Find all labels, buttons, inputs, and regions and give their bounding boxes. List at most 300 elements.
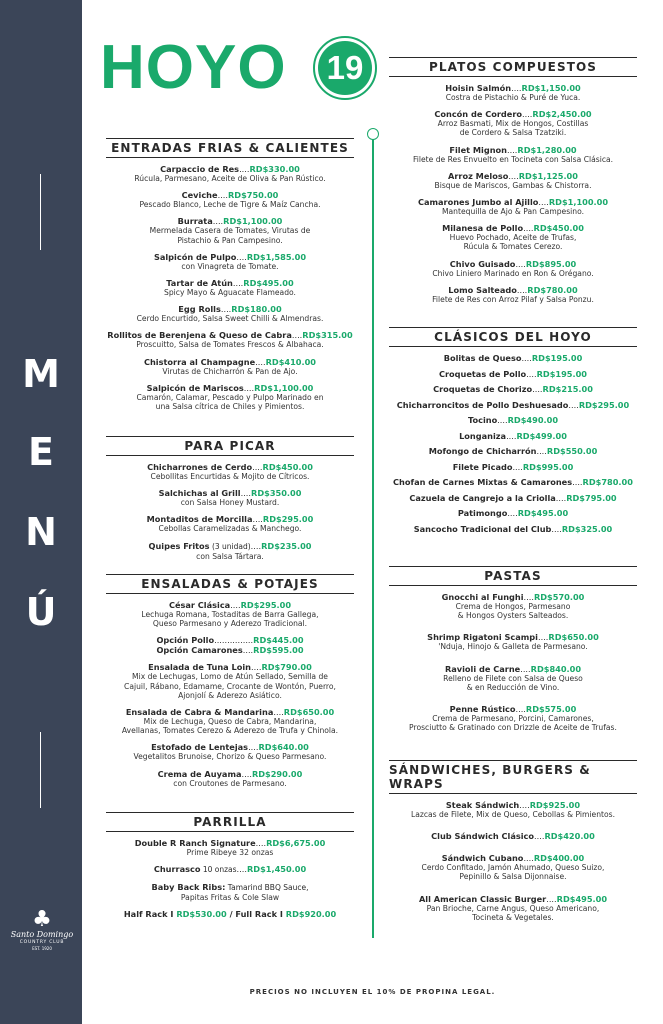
sidebar-line-top (40, 174, 41, 250)
item-description: Pan Brioche, Carne Angus, Queso Americano, (426, 903, 600, 913)
item-line (100, 330, 360, 340)
item-line (100, 541, 360, 552)
item-description: Pescado Blanco, Leche de Tigre & Maíz Cancha. (139, 200, 321, 210)
item-line (100, 635, 360, 645)
item-dots: .... (521, 353, 532, 363)
item-price: RD$235.00 (261, 540, 312, 551)
item-price: RD$490.00 (507, 415, 559, 425)
item-name: Burrata (177, 216, 213, 227)
item-description: con Salsa Tártara. (196, 551, 264, 561)
item-dots: .... (248, 742, 259, 753)
menu-item (383, 800, 643, 819)
item-dots: .... (532, 384, 543, 394)
menu-item (100, 707, 360, 735)
item-price: RD$550.00 (546, 446, 598, 456)
logo-est: EST. 1920 (32, 946, 52, 951)
item-dots: .... (232, 278, 244, 289)
item-price: RD$215.00 (542, 384, 593, 394)
item-description: Avellanas, Tomates Cerezo & Aderezo de Trufa y Chinola. (121, 726, 339, 736)
menu-item (100, 278, 360, 297)
item-price: RD$650.00 (283, 707, 335, 718)
item-dots: .... (251, 662, 262, 673)
item-description: Crema de Parmesano, Porcini, Camarones, (432, 714, 594, 724)
item-description: Bisque de Mariscos, Gambas & Chistorra. (434, 180, 592, 190)
item-name: Patimongo (457, 508, 508, 518)
item-description: Lechuga Romana, Tostaditas de Barra Gallega, (141, 610, 319, 619)
item-line (383, 259, 643, 269)
item-price: RD$650.00 (548, 632, 599, 643)
item-price: RD$750.00 (227, 190, 279, 201)
item-line (383, 446, 643, 456)
item-description: Camarón, Calamar, Pescado y Pulpo Marinado en (136, 392, 324, 402)
item-name: Opción Camarones (156, 645, 243, 656)
menu-section (100, 812, 360, 926)
item-dots: .... (522, 109, 533, 120)
item-line (100, 600, 360, 610)
item-line (100, 252, 360, 262)
brand-number: 19 (318, 41, 372, 95)
item-dots: .... (255, 838, 267, 848)
item-line (383, 800, 643, 810)
menu-item (383, 462, 643, 472)
item-price: RD$420.00 (544, 831, 595, 842)
item-price: RD$180.00 (231, 304, 282, 315)
item-description: Prime Ribeye 32 onzas (186, 848, 274, 857)
item-dots: .... (212, 216, 224, 227)
item-dots: .... (523, 853, 534, 864)
item-line (100, 882, 360, 893)
item-name: Opción Pollo (156, 635, 215, 646)
item-name: Carpaccio de Res (160, 164, 240, 174)
item-line (383, 704, 643, 714)
item-description: Vegetalitos Brunoise, Chorizo & Queso Parmesano. (133, 752, 327, 762)
item-description: una Salsa cítrica de Chiles y Pimientos. (155, 402, 305, 412)
item-dots: .... (239, 164, 250, 174)
item-dots: .... (537, 632, 549, 643)
item-price: RD$445.00 (253, 635, 304, 646)
menu-item (100, 383, 360, 411)
item-name: All American Classic Burger (418, 893, 547, 904)
item-line (100, 864, 360, 875)
item-description: de Cordero & Salsa Tzatziki. (459, 128, 567, 138)
item-description: Ajonjolí & Aderezo Asiático. (178, 690, 282, 700)
item-price: RD$995.00 (522, 461, 574, 472)
menu-section (383, 327, 643, 539)
item-line (383, 853, 643, 863)
item-line (100, 662, 360, 672)
item-price: RD$315.00 (302, 330, 353, 341)
item-dots: .... (515, 258, 526, 269)
item-name: Ceviche (181, 190, 218, 201)
section-header (389, 57, 637, 77)
item-price: RD$295.00 (578, 399, 630, 410)
item-line (383, 493, 643, 503)
item-name: Croquetas de Pollo (438, 368, 527, 379)
item-name: Cazuela de Cangrejo a la Criolla (409, 492, 556, 503)
item-name: Rollitos de Berenjena & Queso de Cabra (107, 330, 292, 341)
item-price: RD$295.00 (240, 600, 292, 610)
item-dots: .... (536, 446, 547, 456)
item-line (100, 304, 360, 314)
item-price: RD$499.00 (516, 430, 567, 441)
menu-item (383, 524, 643, 534)
item-note: (3 unidad) (209, 541, 251, 551)
item-name: Steak Sándwich (445, 800, 520, 810)
menu-item (100, 864, 360, 875)
item-description: Mix de Lechugas, Lomo de Atún Sellado, Semilla de (132, 672, 328, 682)
menu-item (100, 514, 360, 533)
item-name: Penne Rústico (449, 704, 516, 715)
item-line (100, 488, 360, 498)
item-price: RD$1,100.00 (548, 197, 609, 208)
item-line (383, 285, 643, 295)
item-name: Milanesa de Pollo (442, 223, 524, 234)
item-price: RD$450.00 (262, 462, 313, 472)
menu-section (383, 760, 643, 934)
menu-item (383, 592, 643, 620)
item-name: Salpicón de Pulpo (153, 251, 237, 262)
menu-item (383, 109, 643, 137)
section-title: CLÁSICOS DEL HOYO (434, 330, 592, 344)
item-line (100, 164, 360, 174)
item-dots: .... (273, 707, 284, 718)
item-dots: .... (526, 368, 537, 379)
item-line (383, 592, 643, 602)
menu-section (100, 574, 360, 795)
brand-badge (313, 36, 377, 100)
item-price: RD$780.00 (582, 477, 633, 487)
footer-note: PRECIOS NO INCLUYEN EL 10% DE PROPINA LEGAL. (249, 988, 496, 996)
item-line (383, 353, 643, 363)
item-dots: .... (243, 382, 255, 393)
item-name: Lomo Salteado (448, 284, 517, 295)
item-description: Cajuil, Rábano, Edamame, Crocante de Wontón, Puerro, (124, 681, 336, 691)
menu-item (100, 635, 360, 655)
item-price: RD$1,585.00 (246, 251, 307, 262)
menu-item (100, 164, 360, 183)
item-name: Churrasco (153, 864, 201, 875)
menu-item (100, 357, 360, 376)
item-dots: .... (236, 864, 247, 875)
menu-item (100, 838, 360, 857)
item-description: con Vinagreta de Tomate. (181, 261, 279, 271)
sidebar-line-bottom (40, 732, 41, 808)
item-line (383, 431, 643, 441)
item-name: Chivo Guisado (449, 258, 516, 269)
menu-item (100, 742, 360, 761)
item-description: Mix de Lechuga, Queso de Cabra, Mandarina, (143, 717, 317, 727)
item-description: Cebollitas Encurtidas & Mojito de Cítricos. (150, 472, 310, 481)
item-description: Chivo Liniero Marinado en Ron & Orégano. (432, 268, 594, 278)
item-name: Sándwich Cubano (441, 853, 524, 864)
item-note: 10 onzas (200, 865, 237, 875)
item-line (383, 508, 643, 518)
item-dots: .... (520, 663, 531, 674)
item-name: Shrimp Rigatoni Scampi (427, 632, 538, 643)
item-name: Longaniza (459, 430, 507, 441)
menu-item (383, 853, 643, 881)
menu-section (383, 57, 643, 311)
item-dots: .... (551, 523, 562, 534)
item-line (383, 223, 643, 233)
item-name: Club Sándwich Clásico (431, 831, 535, 842)
club-logo (6, 907, 78, 951)
menu-item (383, 259, 643, 278)
menu-item (383, 223, 643, 251)
item-dots: .... (523, 592, 534, 602)
item-line (100, 707, 360, 717)
item-price: RD$925.00 (529, 800, 581, 810)
item-dots: .... (252, 514, 263, 525)
item-name: Arroz Meloso (448, 170, 509, 181)
item-name: Chicharroncitos de Pollo Deshuesado (396, 399, 569, 410)
section-header (106, 138, 354, 158)
logo-script: Santo Domingo (10, 930, 74, 939)
item-name: Ensalada de Cabra & Mandarina (125, 707, 274, 718)
item-price: RD$570.00 (533, 592, 585, 602)
logo-subtitle: COUNTRY CLUB (19, 940, 65, 945)
item-name: Ensalada de Tuna Loin (148, 662, 252, 673)
item-dots: .... (523, 223, 534, 234)
menu-item (383, 285, 643, 304)
golf-ball-icon (367, 128, 379, 140)
item-line (383, 400, 643, 410)
item-price: RD$325.00 (561, 523, 613, 534)
item-line (100, 357, 360, 367)
item-line (100, 462, 360, 472)
item-price: RD$350.00 (251, 488, 302, 499)
menu-section (383, 566, 643, 744)
item-line (100, 909, 360, 919)
item-price: RD$1,100.00 (223, 216, 283, 227)
section-header (106, 812, 354, 832)
item-dots: .... (519, 800, 530, 810)
item-line (383, 369, 643, 379)
item-line (383, 524, 643, 534)
menu-item (383, 477, 643, 487)
item-name: Crema de Auyama (157, 768, 242, 779)
item-price: RD$575.00 (525, 704, 577, 715)
menu-item (383, 508, 643, 518)
section-title: ENTRADAS FRIAS & CALIENTES (111, 141, 349, 155)
item-note: Tamarind BBQ Sauce, (225, 883, 309, 893)
item-description: Lazcas de Filete, Mix de Queso, Cebollas & Pimientos. (410, 810, 616, 819)
item-name: Bolitas de Queso (443, 353, 522, 363)
item-description: Rúcula & Tomates Cerezo. (463, 242, 563, 252)
section-header (389, 327, 637, 347)
item-name: Concón de Cordero (434, 109, 522, 120)
item-name: Baby Back Ribs: (151, 882, 226, 893)
item-description: Prosciutto & Gratinado con Drizzle de Aceite de Trufas. (409, 723, 617, 733)
item-name: Tocino (467, 415, 498, 425)
item-name: Chofan de Carnes Mixtas & Camarones (393, 477, 573, 487)
item-dots: .... (241, 768, 252, 779)
item-price: RD$1,100.00 (254, 382, 314, 393)
item-price: RD$290.00 (251, 768, 303, 779)
item-description: 'Nduja, Hinojo & Galleta de Parmesano. (438, 642, 588, 652)
menu-letter: E (28, 430, 54, 474)
item-name: Tartar de Atún (166, 278, 233, 289)
item-dots: .... (507, 144, 518, 155)
menu-item (383, 664, 643, 692)
item-description: Virutas de Chicharrón & Pan de Ajo. (162, 366, 298, 376)
item-line (100, 838, 360, 848)
item-price: RD$495.00 (243, 278, 294, 289)
item-description: con Salsa Honey Mustard. (180, 498, 280, 508)
item-dots: .... (555, 492, 567, 503)
menu-letter: N (25, 510, 57, 554)
item-dots: ............... (214, 635, 254, 646)
item-description: Huevo Pochado, Aceite de Trufas, (449, 233, 577, 243)
item-price: RD$530.00 (176, 909, 227, 920)
item-description: & en Reducción de Vino. (466, 682, 560, 692)
item-description: Pepinillo & Salsa Dijonnaise. (459, 872, 567, 882)
item-line (100, 216, 360, 226)
item-price: RD$1,280.00 (517, 144, 577, 155)
menu-section (100, 436, 360, 568)
section-title: SÁNDWICHES, BURGERS & WRAPS (389, 763, 591, 791)
menu-item (383, 171, 643, 190)
menu-item (100, 304, 360, 323)
menu-item (383, 369, 643, 379)
item-name: Estofado de Lentejas (151, 742, 249, 753)
menu-letter: M (22, 352, 60, 396)
item-line (383, 145, 643, 155)
item-name: Mofongo de Chicharrón (428, 446, 537, 456)
item-price: RD$1,150.00 (521, 83, 581, 93)
section-header (389, 566, 637, 586)
item-name: Gnocchi al Funghi (441, 592, 524, 602)
item-price: RD$495.00 (517, 508, 569, 518)
item-price: RD$195.00 (531, 353, 583, 363)
menu-item (383, 197, 643, 216)
item-name: Filet Mignon (449, 144, 507, 155)
section-title: PLATOS COMPUESTOS (428, 60, 598, 74)
item-dots: .... (572, 477, 583, 487)
item-dots: .... (217, 190, 228, 201)
item-description: Filete de Res Envuelto en Tocineta con Salsa Clásica. (412, 154, 614, 164)
item-dots: .... (534, 831, 545, 842)
item-line (383, 632, 643, 642)
menu-item (100, 541, 360, 561)
item-dots: .... (252, 462, 263, 472)
brand-word: HOYO (100, 33, 287, 102)
item-description: Queso Parmesano y Aderezo Tradicional. (152, 619, 308, 629)
item-dots: .... (546, 893, 557, 904)
item-name: Quipes Fritos (148, 540, 210, 551)
item-dots: .... (230, 600, 241, 610)
item-price: RD$1,450.00 (246, 864, 307, 875)
item-line (100, 514, 360, 524)
item-name: Chistorra al Champagne (143, 356, 256, 367)
item-name: César Clásica (168, 600, 231, 610)
item-tail: / Full Rack I (226, 909, 286, 920)
item-price: RD$895.00 (525, 258, 577, 269)
item-price: RD$595.00 (253, 645, 304, 656)
item-description: Cerdo Confitado, Jamón Ahumado, Queso Suizo, (421, 863, 605, 873)
item-price: RD$640.00 (258, 742, 309, 753)
sidebar (0, 0, 82, 1024)
item-description: con Croutones de Parmesano. (173, 778, 287, 788)
item-line (100, 278, 360, 288)
item-line (383, 831, 643, 841)
item-price: RD$840.00 (530, 663, 582, 674)
item-price: RD$400.00 (533, 853, 585, 864)
menu-item (383, 83, 643, 102)
item-dots: .... (538, 197, 549, 208)
item-name: Croquetas de Chorizo (433, 384, 533, 394)
item-line (383, 384, 643, 394)
item-name: Hoisin Salmón (445, 83, 512, 93)
menu-item (100, 909, 360, 919)
item-line (100, 383, 360, 393)
item-price: RD$920.00 (285, 909, 337, 920)
item-description: & Hongos Oysters Salteados. (457, 611, 569, 621)
item-price: RD$6,675.00 (266, 838, 326, 848)
item-description: Proscuitto, Salsa de Tomates Frescos & Albahaca. (136, 340, 324, 350)
section-title: PASTAS (484, 569, 542, 583)
menu-item (100, 462, 360, 481)
item-dots: .... (291, 330, 303, 341)
item-description: Rúcula, Parmesano, Aceite de Oliva & Pan Rústico. (134, 174, 326, 183)
item-description: Mermelada Casera de Tomates, Virutas de (149, 226, 311, 236)
item-description: Cebollas Caramelizadas & Manchego. (158, 524, 302, 534)
menu-item (100, 600, 360, 628)
menu-item (100, 882, 360, 902)
item-dots: .... (508, 170, 519, 181)
menu-item (383, 632, 643, 651)
item-line (383, 83, 643, 93)
item-dots: .... (516, 284, 528, 295)
item-name: Half Rack I (123, 909, 177, 920)
item-description: Costra de Pistachio & Puré de Yuca. (445, 93, 581, 102)
item-line (383, 477, 643, 487)
item-name: Sancocho Tradicional del Club (413, 523, 552, 534)
item-price: RD$1,125.00 (518, 170, 578, 181)
item-dots: .... (220, 304, 232, 315)
item-dots: .... (236, 251, 247, 262)
item-price: RD$780.00 (527, 284, 578, 295)
menu-item (383, 493, 643, 503)
item-name: Chicharrones de Cerdo (147, 462, 253, 472)
menu-item (383, 400, 643, 410)
item-price: RD$295.00 (262, 514, 314, 525)
item-name: Double R Ranch Signature (134, 838, 256, 848)
item-dots: .... (568, 399, 579, 410)
item-price: RD$450.00 (533, 223, 584, 234)
menu-item (383, 384, 643, 394)
item-price: RD$790.00 (261, 662, 312, 673)
item-dots: .... (507, 508, 518, 518)
item-price: RD$195.00 (536, 368, 588, 379)
palm-tree-icon: ♣ (32, 907, 52, 932)
item-description: Spicy Mayo & Aguacate Flameado. (164, 288, 296, 298)
item-description: Papitas Fritas & Cole Slaw (180, 893, 280, 903)
section-title: PARRILLA (193, 815, 267, 829)
item-description: Pistachio & Pan Campesino. (177, 235, 283, 245)
item-name: Filete Picado (452, 461, 513, 472)
item-dots: .... (515, 704, 526, 715)
menu-item (383, 446, 643, 456)
item-price: RD$330.00 (249, 164, 300, 174)
item-price: RD$795.00 (566, 492, 617, 503)
menu-item (100, 216, 360, 244)
item-line (383, 415, 643, 425)
section-header (106, 574, 354, 594)
item-name: Ravioli de Carne (444, 663, 521, 674)
item-name: Egg Rolls (178, 304, 221, 315)
item-price: RD$2,450.00 (532, 109, 592, 120)
